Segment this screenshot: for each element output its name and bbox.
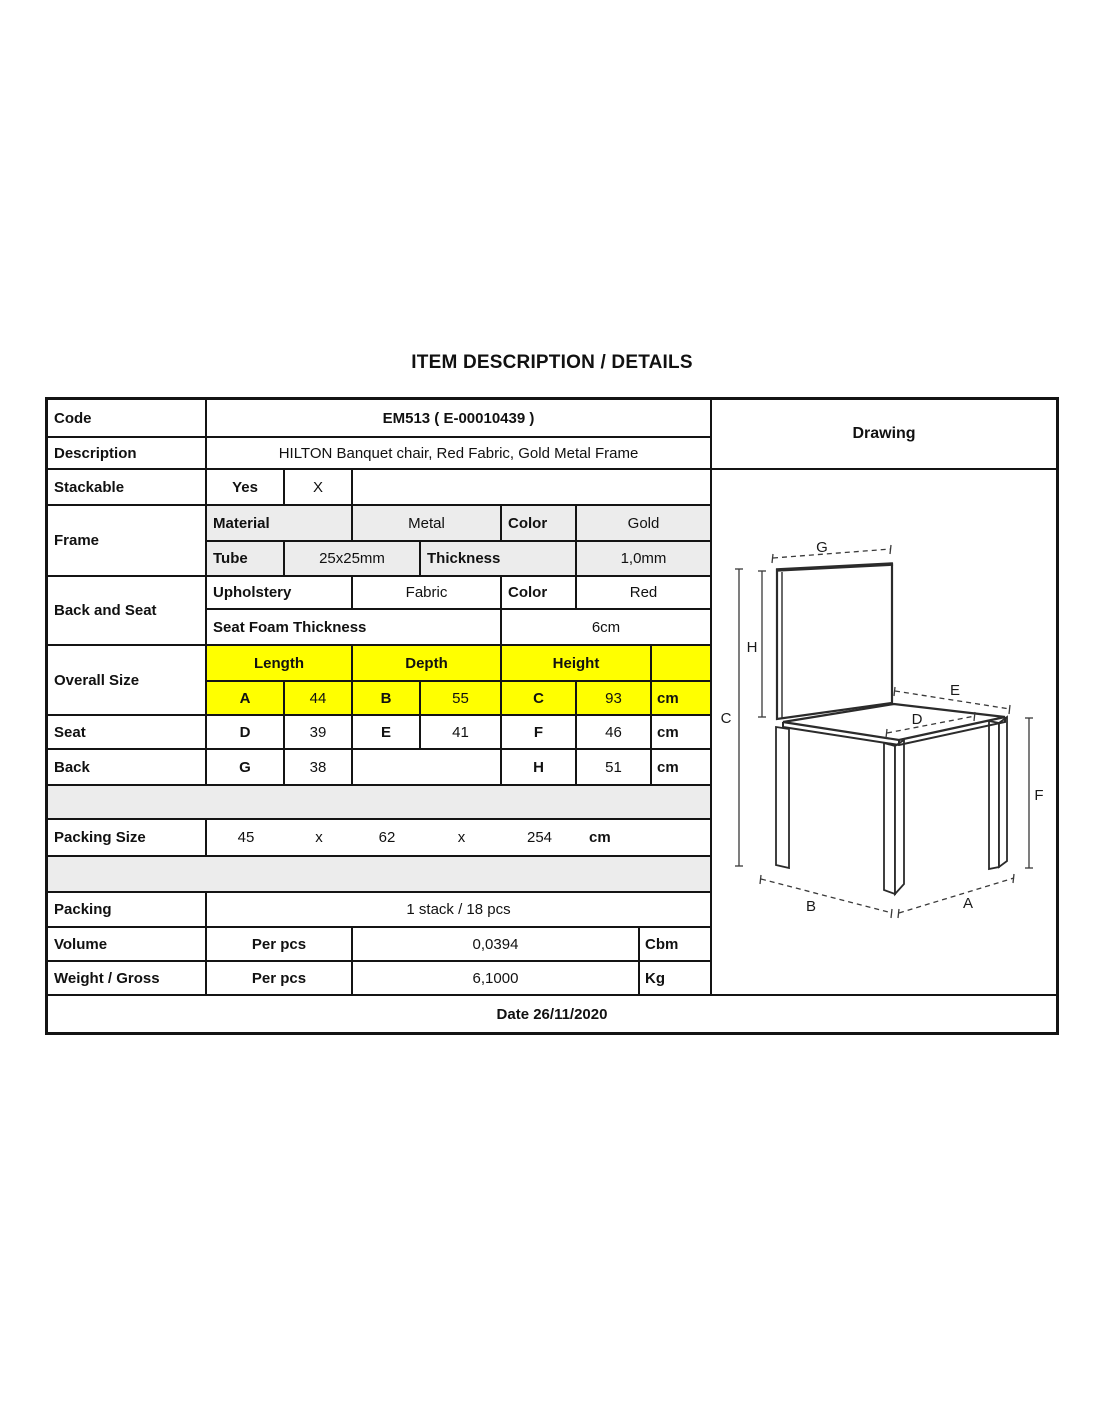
upholstery-label: Upholstery (207, 577, 353, 608)
weight-per-pcs: Per pcs (207, 962, 353, 994)
row-size-values (207, 682, 710, 716)
frame-thickness-label: Thickness (421, 542, 577, 575)
dim-h-label: H (746, 639, 758, 656)
packing-size-sep2: x (457, 829, 466, 846)
weight-label: Weight / Gross (48, 962, 207, 994)
dim-g-line (772, 545, 891, 563)
row-packing-size (48, 820, 710, 857)
size-height-header: Height (502, 646, 652, 680)
size-length-header: Length (207, 646, 353, 680)
stackable-yes: Yes (207, 470, 285, 504)
drawing-header: Drawing (710, 400, 1056, 470)
size-a-label: A (207, 682, 285, 714)
frame-thickness-value: 1,0mm (577, 542, 710, 575)
code-label: Code (48, 400, 207, 436)
row-size-header (207, 646, 710, 682)
stackable-label: Stackable (48, 470, 207, 504)
back-g-value: 38 (285, 750, 353, 784)
upholstery-color-value: Red (629, 584, 658, 601)
packing-size-sep1: x (315, 829, 323, 846)
dim-g-label: G (816, 539, 828, 556)
back-blank (353, 750, 502, 784)
upholstery-value: Fabric (353, 577, 502, 608)
packing-size-value (207, 820, 710, 855)
size-a-value: 44 (285, 682, 353, 714)
description-label: Description (48, 438, 207, 468)
seat-foam-label: Seat Foam Thickness (207, 610, 502, 644)
frame-material-value: Metal (353, 506, 502, 540)
row-packing (48, 893, 710, 928)
packing-value: 1 stack / 18 pcs (406, 901, 511, 918)
overall-size-label: Overall Size (48, 646, 207, 716)
packing-size-unit: cm (589, 829, 611, 846)
dim-d-label: D (911, 711, 923, 728)
volume-unit: Cbm (645, 935, 679, 953)
row-code (48, 400, 710, 438)
frame-color-value: Gold (577, 506, 710, 540)
dim-f-line (1025, 718, 1033, 868)
dim-b-line (760, 875, 892, 918)
row-seat (48, 716, 710, 750)
seat-foam-value: 6cm (591, 618, 621, 636)
dim-c-label: C (720, 710, 732, 727)
frame-tube-label: Tube (207, 542, 285, 575)
description-value: HILTON Banquet chair, Red Fabric, Gold Metal Frame (278, 444, 639, 462)
spacer-2-cell (48, 857, 710, 891)
dim-b-label: B (805, 898, 817, 915)
back-h-label: H (502, 750, 577, 784)
seat-d-label: D (207, 716, 285, 748)
seat-e-label: E (353, 716, 421, 748)
packing-size-height: 254 (526, 829, 553, 846)
dim-h-line (758, 571, 766, 717)
row-back (48, 750, 710, 786)
packing-size-width: 45 (237, 829, 255, 846)
spacer-1-cell (48, 786, 710, 818)
back-g-label: G (207, 750, 285, 784)
code-value: EM513 ( E-00010439 ) (382, 409, 535, 427)
seat-unit: cm (657, 723, 679, 741)
frame-color-label: Color (502, 506, 577, 540)
dim-a-label: A (962, 895, 974, 912)
dim-f-label: F (1034, 787, 1044, 804)
row-spacer-2 (48, 857, 710, 893)
seat-label: Seat (48, 716, 207, 748)
back-h-value: 51 (577, 750, 652, 784)
row-weight (48, 962, 710, 996)
size-b-label: B (353, 682, 421, 714)
size-b-value: 55 (421, 682, 502, 714)
frame-tube-value: 25x25mm (285, 542, 421, 575)
page-title: ITEM DESCRIPTION / DETAILS (411, 352, 693, 373)
row-frame-tube (207, 542, 710, 577)
frame-label: Frame (48, 506, 207, 577)
upholstery-color-label: Color (502, 577, 577, 608)
row-spacer-1 (48, 786, 710, 820)
dim-a-line (898, 874, 1014, 918)
seat-f-label: F (502, 716, 577, 748)
size-depth-header: Depth (353, 646, 502, 680)
volume-per-pcs: Per pcs (207, 928, 353, 960)
size-header-blank (652, 646, 710, 680)
volume-value: 0,0394 (353, 928, 640, 960)
packing-size-label: Packing Size (48, 820, 207, 855)
packing-size-depth: 62 (378, 829, 396, 846)
chair-backrest (776, 564, 893, 719)
row-upholstery (207, 577, 710, 610)
weight-value: 6,1000 (353, 962, 640, 994)
date-value: Date 26/11/2020 (496, 1005, 608, 1023)
size-c-value: 93 (577, 682, 652, 714)
back-unit: cm (657, 758, 679, 776)
frame-material-label: Material (207, 506, 353, 540)
dim-c-line (735, 569, 743, 866)
stackable-mark: X (285, 470, 353, 504)
back-and-seat-label: Back and Seat (48, 577, 207, 646)
dim-e-label: E (949, 682, 961, 699)
volume-label: Volume (48, 928, 207, 960)
seat-e-value: 41 (421, 716, 502, 748)
weight-unit: Kg (645, 969, 665, 987)
row-seat-foam (207, 610, 710, 646)
row-stackable (48, 470, 710, 506)
seat-f-value: 46 (577, 716, 652, 748)
size-c-label: C (502, 682, 577, 714)
spec-table (45, 397, 1059, 1035)
row-description (48, 438, 710, 470)
row-volume (48, 928, 710, 962)
row-frame-material (207, 506, 710, 542)
row-date (48, 996, 1056, 1032)
back-label: Back (48, 750, 207, 784)
seat-d-value: 39 (285, 716, 353, 748)
size-unit: cm (652, 682, 710, 714)
packing-label: Packing (48, 893, 207, 926)
stackable-blank (353, 470, 710, 504)
chair-drawing (712, 470, 1056, 994)
drawing-area (710, 470, 1056, 996)
